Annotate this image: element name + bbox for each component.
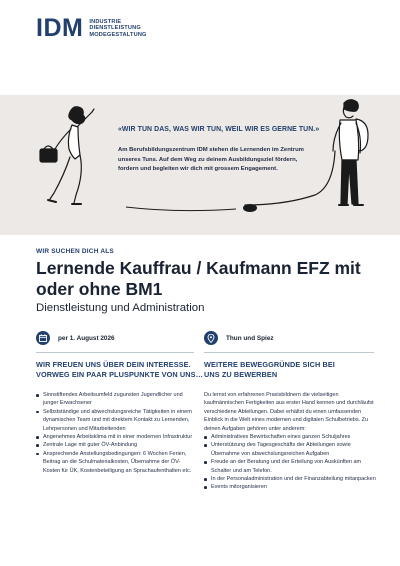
heading-line: WEITERE BEWEGGRÜNDE SICH BEI	[204, 360, 335, 369]
banner-intro: Am Berufsbildungszentrum IDM stehen die Lernenden im Zentrum unseres Tuns. Auf dem Weg zu deinem Ausbildungsziel fördern, fordern und begleiten wir dich mit grossem Engagement.	[118, 147, 304, 173]
list-item: In der Personaladministration und der Finanzabteilung mitanpacken	[204, 475, 376, 483]
right-column-body	[204, 391, 376, 492]
banner-quote: «WIR TUN DAS, WAS WIR TUN, WEIL WIR ES GERNE TUN.»	[118, 126, 320, 133]
list-item: Freude an der Beratung und der Erteilung von Auskünften am Schalter und am Telefon.	[204, 458, 376, 475]
logo-line: DIENSTLEISTUNG	[89, 25, 141, 32]
left-column-body	[36, 391, 196, 475]
location-pin-icon	[204, 331, 218, 345]
divider-right	[204, 352, 374, 353]
start-date: per 1. August 2026	[58, 334, 115, 342]
right-column-intro: Du lernst von erfahrenen Praxisbildnern die vielseitigen kaufmännischen Fertigkeiten aus erster Hand kennen und durchläufst verschiedene Abteilungen. Dabei erhältst du einen umfassenden Einblick in die Welt eines modernen und digitalen Schulbetriebs. Zu deinen Aufgaben gehören unter anderem:	[204, 392, 374, 432]
idm-logo	[36, 16, 147, 41]
divider-left	[36, 352, 194, 353]
list-item: Sinnstiftendes Arbeitsumfeld zugunsten Jugendlicher und junger Erwachsener	[36, 391, 196, 408]
benefits-list	[36, 391, 196, 475]
calendar-icon	[36, 331, 50, 345]
job-title: Lernende Kauffrau / Kaufmann EFZ mit oder ohne BM1	[36, 258, 361, 299]
page-header	[0, 0, 400, 95]
list-item: Angenehmes Arbeitsklima mit in einer modernen Infrastruktur	[36, 433, 196, 441]
tasks-list	[204, 433, 376, 492]
job-subtitle: Dienstleistung und Administration	[36, 302, 205, 314]
list-item: Selbstständige und abwechslungsreiche Tätigkeiten in einem dynamischen Team und mit direktem Kontakt zu Lernenden, Lehrpersonen und Mitarbeitenden	[36, 408, 196, 433]
woman-figure-illustration	[40, 107, 94, 204]
logo-mark: IDM	[36, 14, 84, 42]
list-item: Ansprechende Anstellungsbedingungen: 6 Wochen Ferien, Beitrag an die Schulmaterialkosten, Übernahme der ÖV-Kosten für ÜK, Kostenbeteiligung an Sprachaufenthalten etc.	[36, 450, 196, 475]
list-item: Zentrale Lage mit guter ÖV-Anbindung	[36, 441, 196, 449]
list-item: Unterstützung des Tagesgeschäfts der Abteilungen sowie Übernahme von abwechslungsreichen Aufgaben	[204, 441, 376, 458]
heading-line: UNS ZU BEWERBEN	[204, 369, 278, 379]
left-column-heading	[36, 360, 204, 379]
list-item: Events mitorganisieren	[204, 483, 376, 491]
location-row	[204, 331, 274, 345]
right-column-heading	[204, 360, 380, 379]
list-item: Administratives Bewirtschaften eines ganzen Schuljahres	[204, 433, 376, 441]
job-kicker: WIR SUCHEN DICH ALS	[36, 248, 114, 255]
location: Thun und Spiez	[226, 334, 274, 342]
heading-line: WIR FREUEN UNS ÜBER DEIN INTERESSE.	[36, 360, 191, 369]
logo-line: INDUSTRIE	[89, 18, 122, 25]
logo-text	[89, 19, 146, 38]
start-date-row	[36, 331, 115, 345]
computer-mouse-illustration	[126, 204, 257, 212]
heading-line: VORWEG EIN PAAR PLUSPUNKTE VON UNS…	[36, 369, 204, 379]
illustration-banner	[0, 95, 400, 235]
logo-line: MODEGESTALTUNG	[89, 31, 147, 38]
